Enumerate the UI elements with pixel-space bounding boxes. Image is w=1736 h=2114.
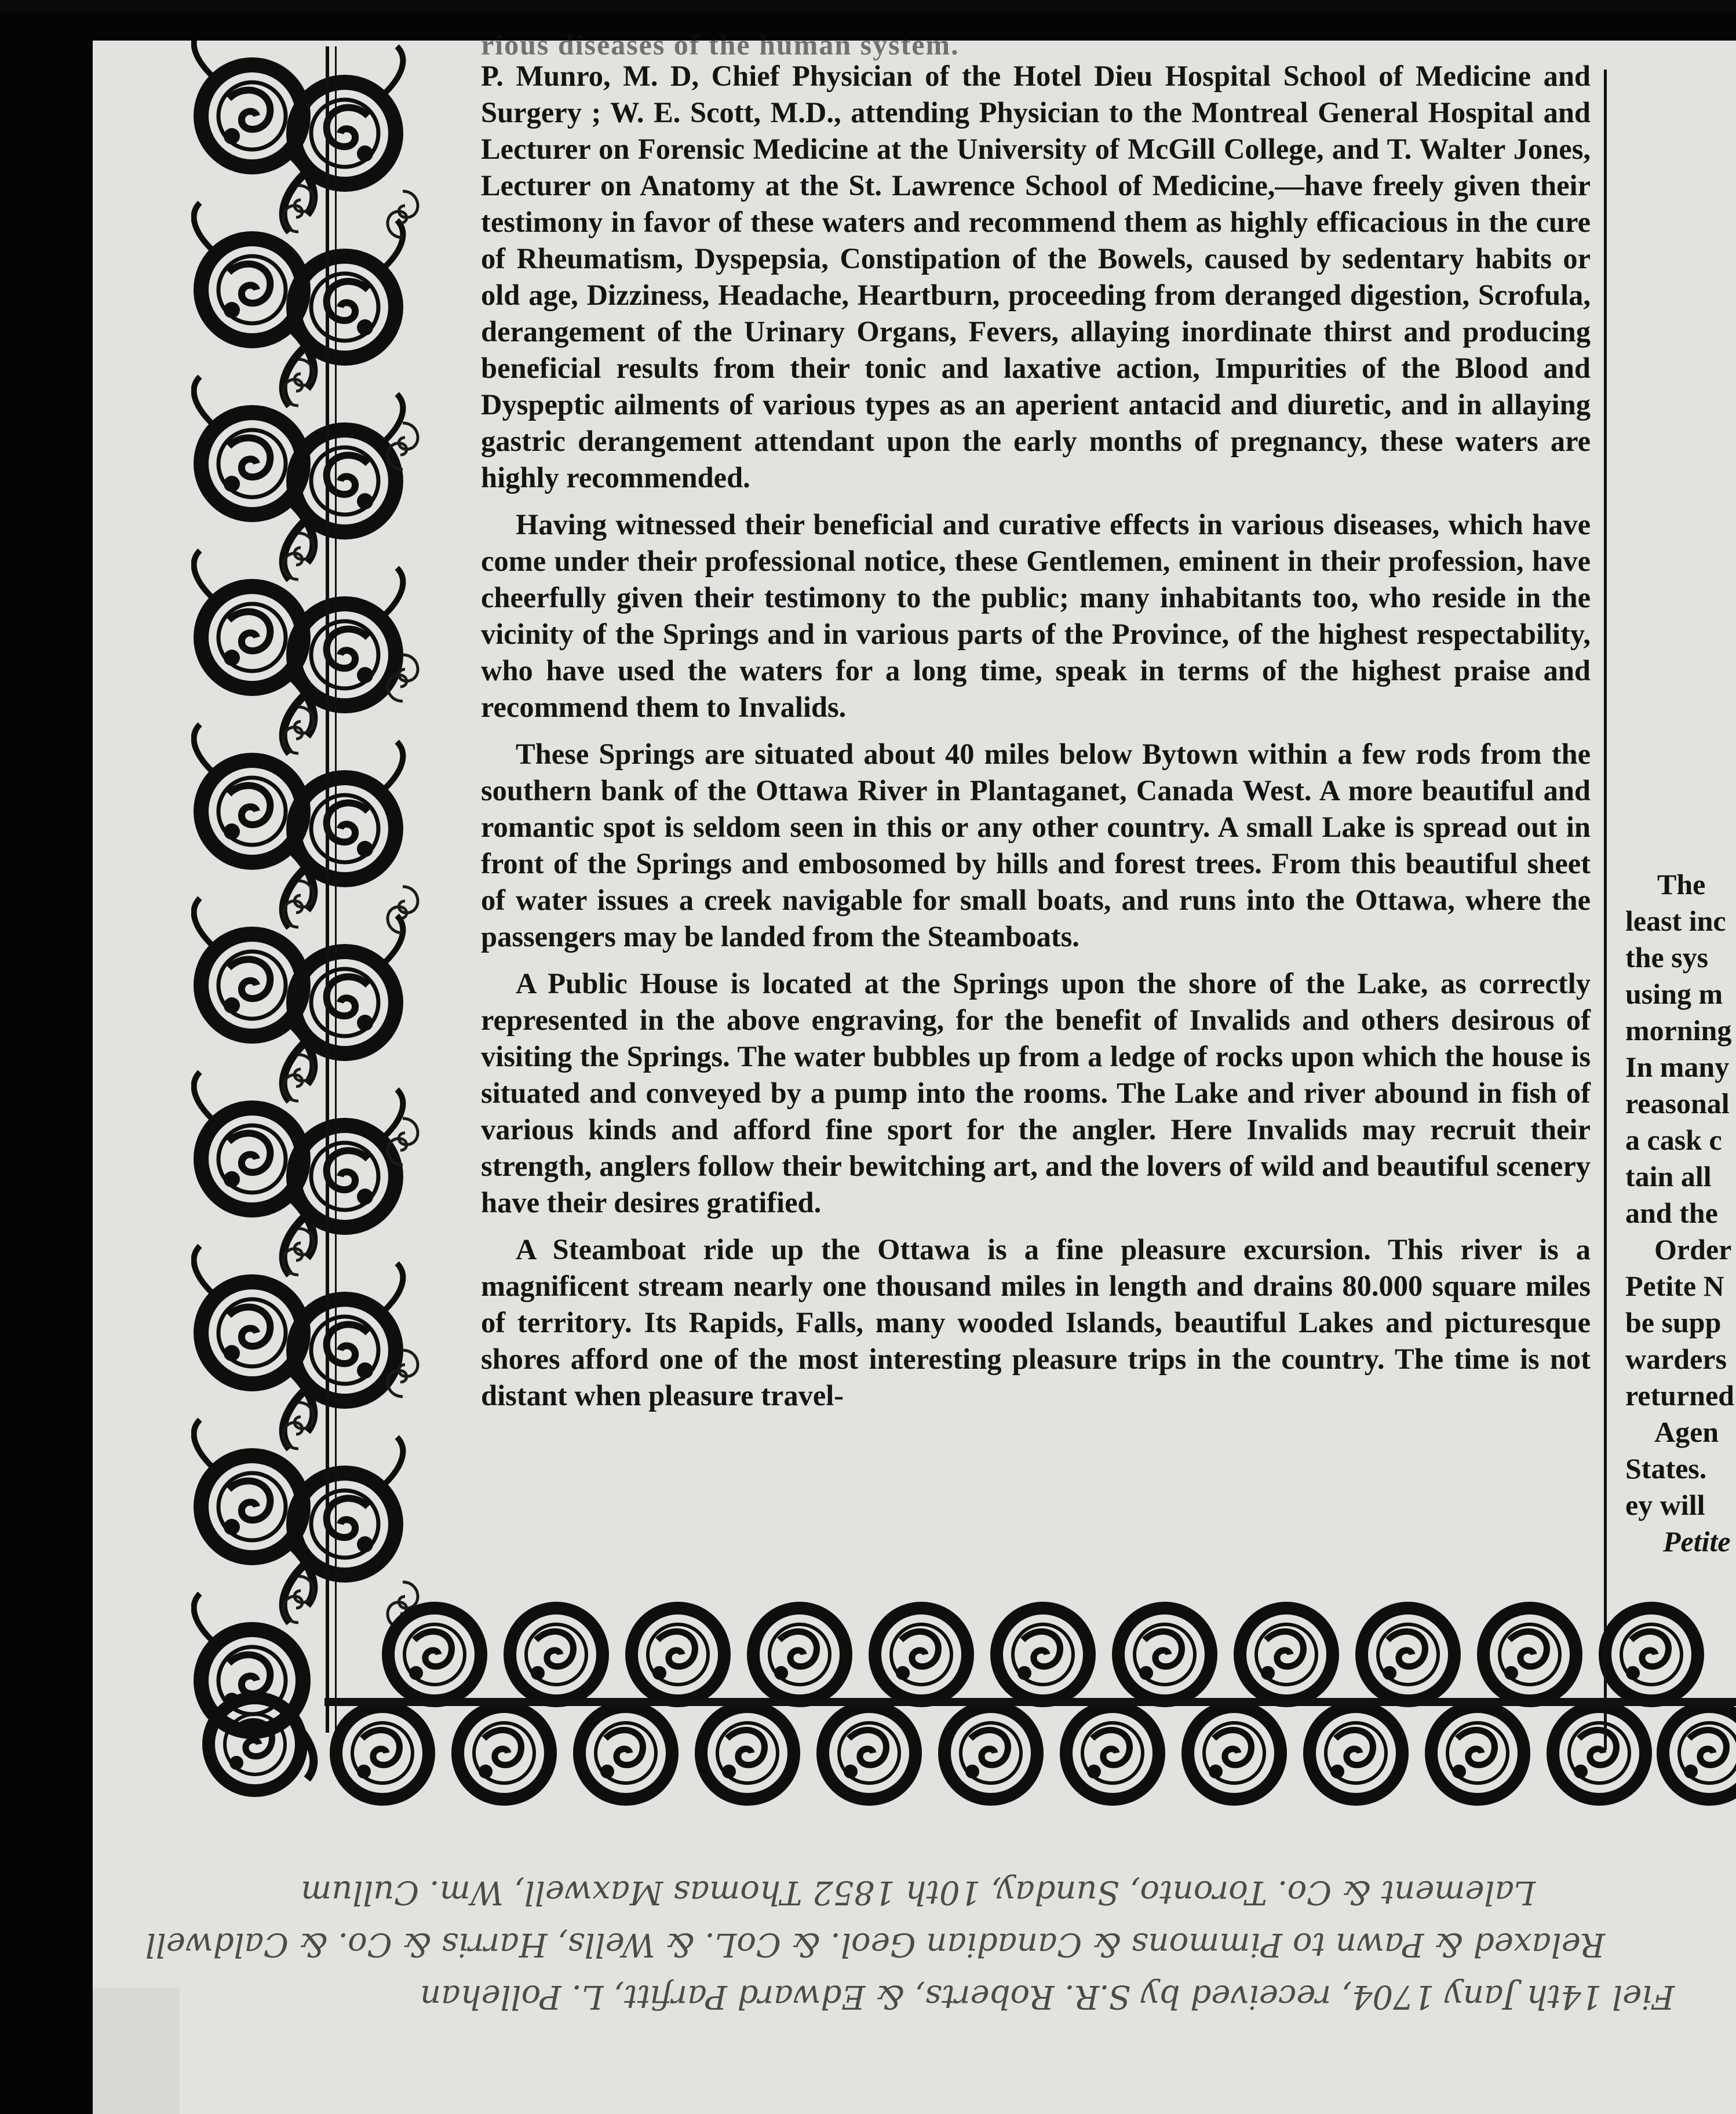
side-line: Agen — [1654, 1416, 1719, 1448]
side-line: In many — [1625, 1051, 1730, 1083]
side-line: States. — [1625, 1452, 1707, 1485]
side-line: warders — [1625, 1343, 1727, 1375]
side-line: a cask c — [1625, 1124, 1722, 1156]
left-ornamental-border — [191, 41, 440, 1791]
side-line: tain all — [1625, 1160, 1712, 1193]
side-line: The — [1657, 868, 1706, 901]
bottom-ornamental-border — [191, 1599, 1736, 1808]
side-line: morning — [1625, 1014, 1732, 1047]
side-line: be supp — [1625, 1306, 1722, 1339]
side-line: and the — [1625, 1197, 1718, 1229]
paragraph-testimony: Having witnessed their beneficial and curative effects in various diseases, which have come under their professional notice, these Gentlemen, eminent in their profession, have cheerfully given their testimony to the public; many inhabitants too, who reside in the vicinity of the Springs and in various parts of the Province, of the highest respectability, who have used the waters for a long time, speak in terms of the highest praise and recommend them to Invalids. — [481, 508, 1591, 723]
paragraph-public-house: A Public House is located at the Springs upon the shore of the Lake, as correctly represented in the above engraving, for the benefit of Invalids and others desirous of visiting the Springs. The water bubbles up from a ledge of rocks upon which the house is situated and conveyed by a pump into the rooms. The Lake and river abound in fish of various kinds and afford fine sport for the angler. Here Invalids may recruit their strength, anglers follow their bewitching art, and the lovers of wild and beautiful scenery have their desires gratified. — [481, 967, 1591, 1219]
side-line: reasonal — [1625, 1087, 1730, 1120]
side-line: least inc — [1625, 905, 1726, 937]
truncated-top-line: rious diseases of the human system. — [481, 28, 960, 61]
side-line: Petite N — [1625, 1270, 1724, 1302]
adjacent-column-fragment — [1625, 866, 1736, 1560]
left-inner-rule-2 — [335, 46, 337, 1733]
scan-top-edge — [0, 0, 1736, 13]
handwritten-line: Lalement & Co. Toronto, Sunday, 10th 1852 Thomas Maxwell, Wm. Cullum — [301, 1874, 1536, 1911]
handwritten-line: Fiel 14th Jany 1704, received by S.R. Roberts, & Edward Parfitt, L. Pollehan — [420, 1978, 1675, 2015]
handwritten-line: Relaxed & Pawn to Pimmons & Canadian Geol. & CoL. & Wells, Harris & Co. & Caldwell — [145, 1926, 1605, 1963]
side-line: Order — [1654, 1233, 1732, 1266]
side-line: the sys — [1625, 941, 1709, 974]
side-line: using m — [1625, 978, 1723, 1010]
side-line: returned — [1625, 1379, 1734, 1412]
side-line: Petite — [1663, 1525, 1731, 1558]
paragraph-physicians: P. Munro, M. D, Chief Physician of the Hotel Dieu Hospital School of Medicine and Surgery ; W. E. Scott, M.D., attending Physician to the Montreal General Hospital and Lecturer on Forensic Medicine at the University of McGill College, and T. Walter Jones, Lecturer on Anatomy at the St. Lawrence School of Medicine,—have freely given their testimony in favor of these waters and recommend them as highly efficacious in the cure of Rheumatism, Dyspepsia, Constipation of the Bowels, caused by sedentary habits or old age, Dizziness, Headache, Heartburn, proceeding from deranged digestion, Scrofula, derangement of the Urinary Organs, Fevers, allaying inordinate thirst and producing beneficial results from their tonic and laxative action, Impurities of the Blood and Dyspeptic ailments of various types as an aperient antacid and diuretic, and in allaying gastric derangement attendant upon the early months of pregnancy, these waters are highly recommended. — [481, 60, 1591, 494]
column-divider-rule — [1604, 70, 1607, 1750]
side-line: ey will — [1625, 1489, 1705, 1521]
paragraph-location: These Springs are situated about 40 miles below Bytown within a few rods from the southern bank of the Ottawa River in Plantaganet, Canada West. A more beautiful and romantic spot is seldom seen in this or any other country. A small Lake is spread out in front of the Springs and embosomed by hills and forest trees. From this beautiful sheet of water issues a creek navigable for small boats, and runs into the Ottawa, where the passengers may be landed from the Steamboats. — [481, 738, 1591, 953]
handwritten-annotation — [145, 1802, 1675, 2022]
main-article — [481, 58, 1591, 1424]
paragraph-steamboat: A Steamboat ride up the Ottawa is a fine pleasure excursion. This river is a magnificent stream nearly one thousand miles in length and drains 80.000 square miles of territory. Its Rapids, Falls, many wooded Islands, beautiful Lakes and picturesque shores afford one of the most interesting pleasure trips in the country. The time is not distant when pleasure travel- — [481, 1233, 1591, 1412]
left-inner-rule — [326, 46, 329, 1733]
page-fold-edge — [93, 1988, 180, 2114]
